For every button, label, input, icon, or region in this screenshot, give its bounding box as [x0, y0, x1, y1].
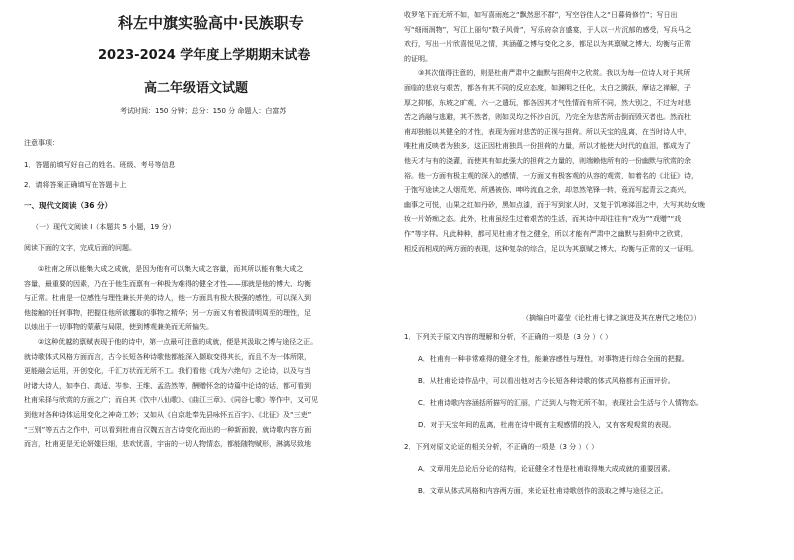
- question-stem: 2．下列对原文论证的相关分析，不正确的一项是（3 分 ）（ ）: [404, 443, 599, 451]
- exam-meta: 考试时间：150 分钟；总分：150 分 命题人：白富苏: [120, 107, 287, 115]
- question-stem: 1．下列关于原文内容的理解和分析，不正确的一项是（3 分 ）（ ）: [404, 333, 613, 341]
- exam-title: 2023-2024 学年度上学期期末试卷: [98, 48, 311, 63]
- passage-line: 相反而相成的两方面的表现，这种复杂的综合，足以为其禀赋之博大、均衡与正常的又一证明。: [404, 244, 698, 253]
- source-citation: （摘编自叶嘉莹《论杜甫七律之演进及其在唐代之地位》）: [522, 314, 701, 322]
- section-subtitle: （一）现代文阅读 I（本题共 5 小题，19 分）: [32, 223, 176, 231]
- passage-line: 写“细雨润物”，写江上丽句“数子风骨”，写乐府杂言盛宴，于人以一片沉郁的感受，写兵马之: [404, 25, 692, 34]
- passage-line: 他天才与有的浇灌，而使其有如此强大的担荷之力量的，则端赖他所有的一份幽默与欣赏的余: [404, 156, 691, 165]
- passage-left: [24, 262, 396, 452]
- passage-line: 容量，最重要的因素，乃在于他生而禀有一种极为难得的健全才性——那就是他的博大、均衡: [24, 279, 311, 288]
- passage-line: 欢行，写出一片欣喜悦见之情，其涵蕴之博与变化之多，都足以为其禀赋之博大、均衡与正常: [404, 40, 691, 49]
- passage-line: 幽事之可悦，山果之红如丹砂，黑如点漆，而于写到家人时，又复于饥寒涕泪之中，大写其幼女晚: [404, 200, 705, 209]
- passage-line: 时诸大诗人，如李白、高适、岑参、王维、孟浩然等，酬赠怀念的诗篇中论诗的话，都可看到: [24, 381, 311, 390]
- passage-line: 收罗笔下而无所不如，如写喜雨庭之“飘然思不群”，写空谷佳人之“日暮倚修竹”；写日出: [404, 11, 678, 19]
- passage-line: 而言，杜甫更是无论妍媸巨细，悲欢忧喜，宇宙的一切人物情态，都能随物赋形，淋漓尽致地: [24, 440, 311, 449]
- passage-line: 苦之消融与逃避，其不然者，则如灵均之怀沙自沉，乃完全为悲苦所击倒而毁灭者也。然而杜: [404, 113, 691, 122]
- passage-line: 于饱写途读之人烟荒芜、所遇被伤、呻吟流血之余，却忽然笔锋一转，竟而写起青云之高兴，: [404, 186, 691, 195]
- passage-line: 以烛出于一切事物的蒙蔽与局限，使到博观兼美而无所偏失。: [24, 323, 213, 332]
- instruction: 阅读下面的文字，完成后面的问题。: [24, 244, 136, 252]
- subject-title: 高二年级语文试题: [144, 81, 249, 96]
- note-item: 2．请将答案正确填写在答题卡上: [24, 181, 127, 189]
- passage-line: 作”等字样。凡此种种，都可见杜甫才性之健全，所以才能有严肃中之幽默与担荷中之欣赏，: [404, 229, 688, 238]
- passage-line: 更能融会运用，开创变化，千汇万状而无所不工。我们看他《戏为六绝句》之论诗，以及与当: [24, 367, 311, 376]
- passage-line: “三别”等五古之作中，可以看到杜甫自汉魏五言古诗变化而出的一种新面貌，就诗歌内容方面: [24, 425, 312, 434]
- passage-line: 唯杜甫反映者为独多，这正因杜甫独具一份担荷的力量，所以才能使大时代的血泪，都成为了: [404, 142, 691, 151]
- passage-line: 杜甫采择与欣赏的方面之广；而自其《饮中八仙歌》、《曲江三章》、《同谷七歌》等作中，又可见: [24, 396, 318, 405]
- passage-line: 裕。他一方面有极主观的深入的感情，一方面又有极客观的从容的观赏，如着名的《北征》诗，: [404, 171, 698, 180]
- passage-line: 就诗歌体式风格方面而言，古今长短各种诗歌他都能深入撷取变得其长，而且不为一体所限，: [24, 352, 311, 361]
- question-option: C．杜甫诗歌内容涵括所描写的汇丽，广泛到人与物无所不如，表现社会生活与个人情物态。: [418, 399, 703, 407]
- passage-right: [404, 8, 776, 256]
- section-title: 一、现代文阅读（36 分）: [24, 201, 113, 210]
- notes-title: 注意事项：: [24, 139, 59, 147]
- question-option: A．文章用先总论后分论的结构，论证健全才性是杜甫取得集大成成就的重要因素。: [418, 465, 675, 473]
- passage-line: ②这种优越的禀赋表现于他的诗中，第一点最可注意的成就，便是其汲取之博与途径之正。: [38, 337, 318, 346]
- passage-line: 他接触的任何事物，把握住他所欲攫取的事物之精华；另一方面又有着极清明周至的理性，足: [24, 308, 311, 317]
- passage-line: 厚之抑郁，东坡之旷观，六一之遣玩，都各因其才气性情而有所不同，然大别之，不过为对悲: [404, 98, 691, 107]
- question-option: D．对于天宝年间的乱离，杜甫在诗中既有主观感情的投入，又有客观观赏的表现。: [418, 421, 676, 429]
- passage-line: 甫却独能以其健全的才性，表现为面对悲苦的正视与担荷。所以天宝的乱离，在当时诗人中，: [404, 127, 691, 136]
- passage-line: ③其次值得注意的，则是杜甫严肃中之幽默与担荷中之欣赏。我以为每一位诗人对于其所: [418, 69, 691, 78]
- school-title: 科左中旗实验高中·民族职专: [118, 14, 304, 32]
- question-option: B．从杜甫论诗作品中，可以看出他对古今长短各种诗歌的体式风格都有正面评价。: [418, 377, 675, 385]
- passage-line: 与正常。杜甫是一位感性与理性兼长并美的诗人，他一方面具有极大极强的感性，可以深入到: [24, 294, 311, 303]
- passage-line: 的证明。: [404, 54, 432, 63]
- question-option: A．杜甫有一种非常难得的健全才性，能兼容感性与理性，对事物进行综合全面的把握。: [418, 355, 689, 363]
- passage-line: 面临的悲哀与艰苦，都各有其不同的反应态度，如渊明之任化，太白之腾跃，摩诘之禅解，子: [404, 83, 691, 92]
- passage-line: 到他对各种诗体运用变化之神奇工妙；又如从《自京赴奉先县咏怀五百字》、《北征》及“三吏”: [24, 410, 312, 419]
- question-option: B．文章从体式风格和内容两方面，来论证杜甫诗歌创作的汲取之博与途径之正。: [418, 487, 668, 495]
- passage-line: 妆一片娇痴之态。此外，杜甫虽经生过着艰苦的生活，而其诗中却往往有“戏为”“戏赠”“戏: [404, 215, 682, 224]
- note-item: 1．答题前填写好自己的姓名、班级、考号等信息: [24, 161, 176, 169]
- passage-line: ①杜甫之所以能集大成之成就，是因为他有可以集大成之容量，而其所以能有集大成之: [38, 265, 304, 273]
